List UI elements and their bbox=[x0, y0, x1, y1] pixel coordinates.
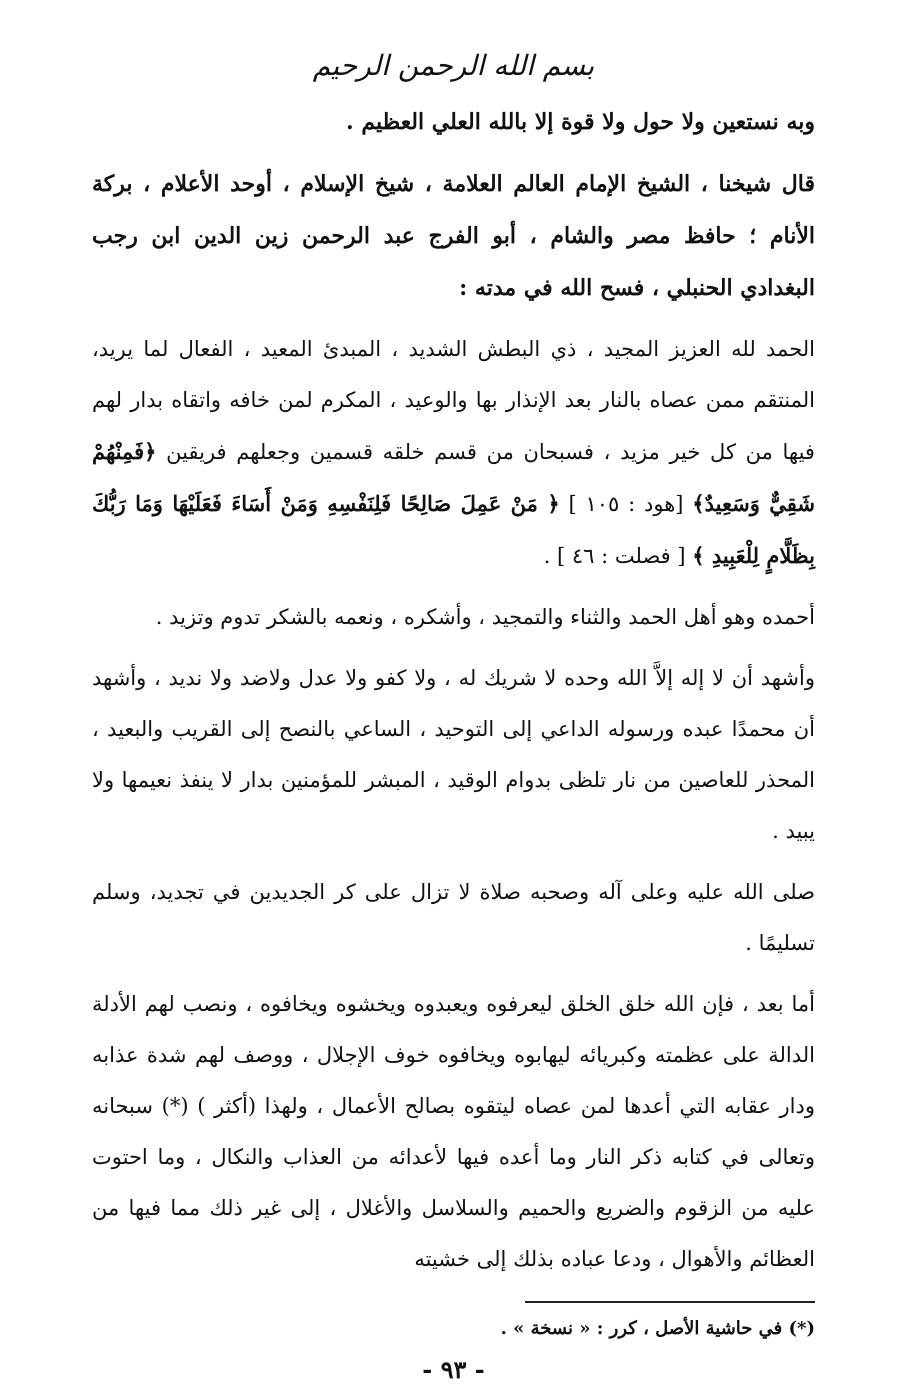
quran-verse-fussilat: ﴿ مَنْ عَمِلَ صَالِحًا فَلِنَفْسِهِ وَمَنْ أَسَاءَ فَعَلَيْهَا وَمَا رَبُّكَ بِظَلَّامٍ لِلْعَبِيدِ ﴾ bbox=[92, 491, 815, 568]
verse-reference-hud: [هود : ١٠٥ ] bbox=[568, 492, 684, 516]
basmala-heading: بسم الله الرحمن الرحيم bbox=[312, 49, 595, 82]
paragraph-praise bbox=[92, 324, 815, 582]
page-number: - ٩٣ - bbox=[422, 1355, 485, 1384]
footnote-divider bbox=[525, 1301, 815, 1303]
paragraph-testimony: وأشهد أن لا إله إلاَّ الله وحده لا شريك له ، ولا كفو ولا عدل ولاضد ولا نديد ، وأشهد أن محمدًا عبده ورسوله الداعي إلى التوحيد ، الساعي بالنصح إلى القريب والبعيد ، المحذر للعاصين من نار تلظى بدوام الوقيد ، المبشر للمؤمنين بدار لا ينفذ نعيمها ولا يبيد . bbox=[92, 666, 815, 843]
verse-reference-fussilat: [ فصلت : ٤٦ ] . bbox=[543, 544, 686, 568]
quran-verse-hud: ﴿فَمِنْهُمْ شَقِيٌّ وَسَعِيدٌ﴾ bbox=[92, 439, 815, 516]
author-introduction: قال شيخنا ، الشيخ الإمام العالم العلامة ، شيخ الإسلام ، أوحد الأعلام ، بركة الأنام ؛ حافظ مصر والشام ، أبو الفرج عبد الرحمن زين الدين ابن رجب البغدادي الحنبلي ، فسح الله في مدته : bbox=[92, 171, 815, 301]
paragraph-thanks: أحمده وهو أهل الحمد والثناء والتمجيد ، وأشكره ، ونعمه بالشكر تدوم وتزيد . bbox=[155, 605, 815, 629]
paragraph-introduction: أما بعد ، فإن الله خلق الخلق ليعرفوه ويعبدوه ويخشوه ويخافوه ، ونصب لهم الأدلة الدالة على عظمته وكبريائه ليهابوه ويخافوه خوف الإجلال ، ووصف لهم شدة عذابه ودار عقابه التي أعدها لمن عصاه ليتقوه بصالح الأعمال ، ولهذا (أكثر ) (*) سبحانه وتعالى في كتابه ذكر النار وما أعده فيها لأعدائه من العذاب والنكال ، وما احتوت عليه من الزقوم والضريع والحميم والسلاسل والأغلال ، إلى غير ذلك مما فيها من العظائم والأهوال ، ودعا عباده بذلك إلى خشيته bbox=[92, 992, 815, 1271]
opening-invocation: وبه نستعين ولا حول ولا قوة إلا بالله العلي العظيم . bbox=[346, 109, 815, 135]
footnote: (*) في حاشية الأصل ، كرر : « نسخة » . bbox=[500, 1318, 815, 1339]
paragraph-salutation: صلى الله عليه وعلى آله وصحبه صلاة لا تزال على كر الجديدين في تجديد، وسلم تسليمًا . bbox=[92, 880, 815, 955]
praise-text: الحمد لله العزيز المجيد ، ذي البطش الشديد ، المبدئ المعيد ، الفعال لما يريد، المنتقم ممن عصاه بالنار بعد الإنذار بها والوعيد ، المكرم لمن خافه واتقاه بدار لهم فيها من كل خير مزيد ، فسبحان من قسم خلقه قسمين وجعلهم فريقين bbox=[92, 337, 815, 464]
